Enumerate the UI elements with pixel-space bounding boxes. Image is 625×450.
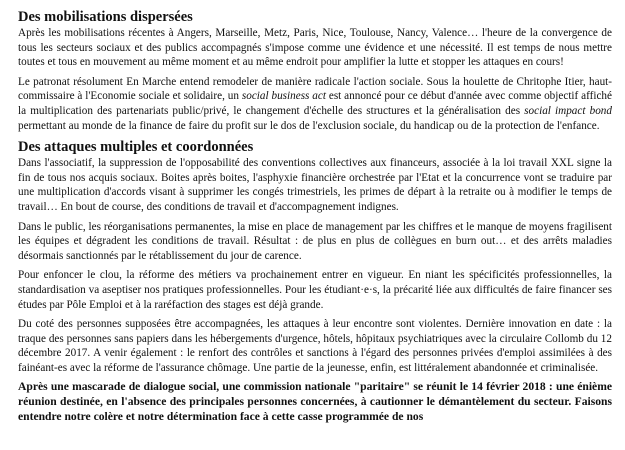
- section-heading: Des mobilisations dispersées: [18, 9, 193, 25]
- section-heading: Des attaques multiples et coordonnées: [18, 139, 254, 156]
- lead-paragraph: [18, 380, 612, 424]
- paragraph-text: Pour enfoncer le clou, la réforme des métiers va prochainement entrer en vigueur. En niant les spécificités professionnelles, la standardisation va aseptiser nos pratiques professionnelles. Pour les étudiant·e·s, la précarité liée aux difficultés de faire financer ses études par Pôle Emploi et à la raréfaction des stages est déjà grande.: [18, 269, 612, 311]
- paragraph-text: Dans le public, les réorganisations permanentes, la mise en place de management par les chiffres et le manque de moyens fragilisent les équipes et dégradent les conditions de travail. Résultat : de plus en plus de collègues en burn out… et des arrêts maladies désormais sanctionnés par le rétablissement du jour de carence.: [18, 220, 612, 262]
- paragraph: [18, 75, 612, 133]
- paragraph-text: Après les mobilisations récentes à Angers, Marseille, Metz, Paris, Nice, Toulouse, Nancy, Valence… l'heure de la convergence de tous les secteurs sociaux et des publics accompagnés s'impose comme une évidence et une nécessité. Il est temps de nous mettre toutes et tous en mouvement au même moment et au même endroit pour amplifier la lutte et stopper les attaques en cours!: [18, 27, 612, 69]
- italic-term: social business act: [241, 90, 326, 103]
- paragraph: [18, 26, 612, 70]
- section-mobilisations: [18, 8, 612, 133]
- paragraph-text: Après une mascarade de dialogue social, une commission nationale "paritaire" se réunit le 14 février 2018 : une énième réunion destinée, en l'absence des principales personnes concernées, à cautionner le démantèlement du secteur. Faisons entendre notre colère et notre détermination face à cette casse programmée de nos: [18, 380, 612, 423]
- paragraph-text: est annoncé pour ce début d'année avec comme objectif affiché la multiplication des partenariats public/privé, le changement d'échelle des structures et la généralisation des: [18, 90, 612, 117]
- section-attaques: [18, 138, 612, 424]
- paragraph-text: permettant au monde de la finance de faire du profit sur le dos de l'exclusion sociale, du handicap ou de la protection de l'enfance.: [18, 119, 600, 132]
- document-body: [18, 8, 612, 429]
- italic-term: social impact bond: [524, 104, 612, 117]
- paragraph-text: Dans l'associatif, la suppression de l'opposabilité des conventions collectives aux financeurs, associée à la loi travail XXL signe la fin de tous nos acquis sociaux. Boites après boites, l'asphyxie financière orchestrée par l'Etat et la concurrence vont se traduire par une multiplication d'accords visant à supprimer les congés trimestriels, les primes de départ à la retraite ou à modifier le temps de travail… En bout de course, des conditions de travail et d'accompagnement indignes.: [18, 157, 612, 213]
- paragraph-text: Du coté des personnes supposées être accompagnées, les attaques à leur encontre sont violentes. Dernière innovation en date : la traque des personnes sans papiers dans les hébergements d'urgence, hôtels, hôpitaux psychiatriques avec la circulaire Collomb du 12 décembre 2017. A venir également : le renfort des contrôles et sanctions à l'égard des personnes privées d'emploi assimilées à des fainéant-es avec la réforme de l'assurance chômage. Une partie de la jeunesse, enfin, est littéralement abandonnée et criminalisée.: [18, 318, 612, 374]
- paragraph: [18, 317, 612, 375]
- paragraph: [18, 220, 612, 264]
- paragraph: [18, 268, 612, 312]
- paragraph-text: Le patronat résolument En Marche entend remodeler de manière radicale l'action sociale. Sous la houlette de Chritophe Itier, haut-commissaire à l'Economie sociale et solidaire, un: [18, 75, 612, 103]
- paragraph: [18, 156, 612, 214]
